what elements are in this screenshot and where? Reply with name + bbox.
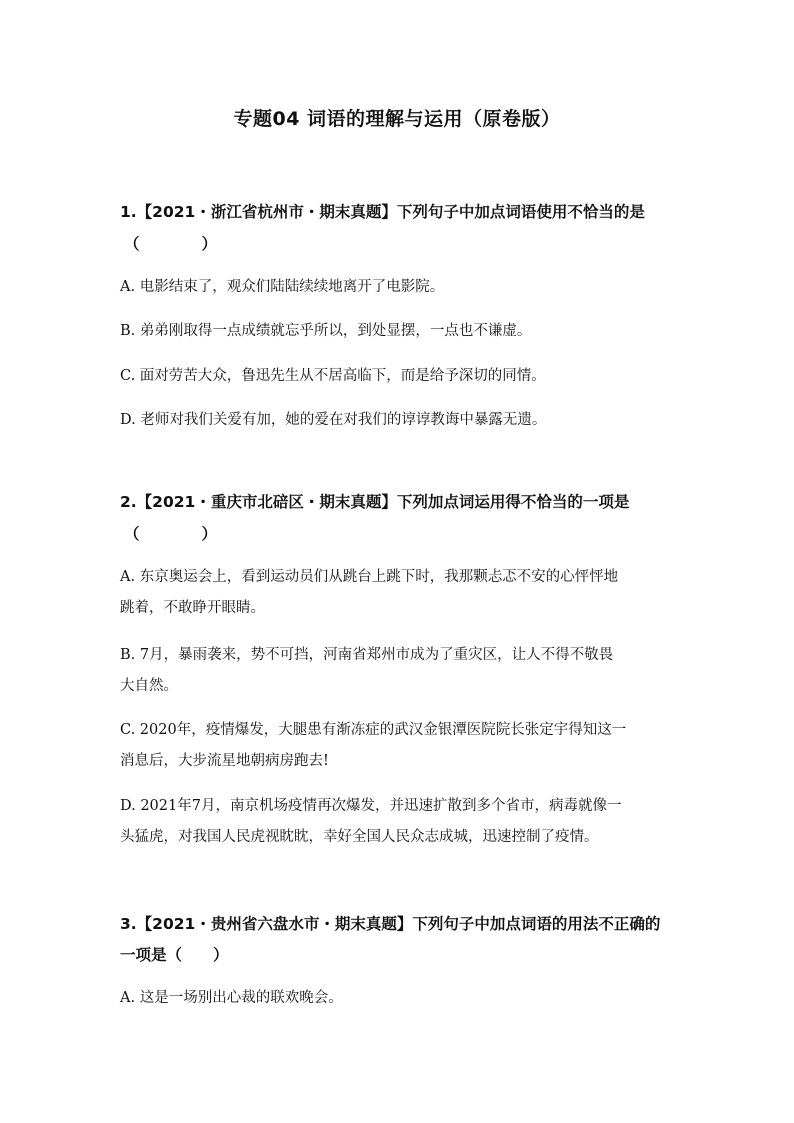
question-2-option-c-line2: 消息后，大步流星地朝病房跑去! [120,753,329,769]
question-2-option-d-line2: 头猛虎，对我国人民虎视眈眈，幸好全国人民众志成城，迅速控制了疫情。 [120,829,599,845]
question-2-option-c-line1: C. 2020年，疫情爆发，大腿患有渐冻症的武汉金银潭医院院长张定宇得知这一 [120,722,627,738]
question-3-stem: 3.【2021・贵州省六盘水市・期末真题】下列句子中加点词语的用法不正确的 [120,915,661,933]
question-3-stem-continued: 一项是（ ） [120,946,229,964]
question-2-option-d-line1: D. 2021年7月，南京机场疫情再次爆发，并迅速扩散到多个省市，病毒就像一 [120,798,622,814]
question-2-option-b-line1: B. 7月，暴雨袭来，势不可挡，河南省郑州市成为了重灾区，让人不得不敬畏 [120,647,614,663]
question-1-option-c: C. 面对劳苦大众，鲁迅先生从不居高临下，而是给予深切的同情。 [120,368,546,384]
question-2-option-b-line2: 大自然。 [120,678,178,694]
question-1-option-b: B. 弟弟刚取得一点成绩就忘乎所以，到处显摆，一点也不谦虚。 [120,323,532,339]
question-1-option-a: A. 电影结束了，观众们陆陆续续地离开了电影院。 [120,279,445,295]
question-2-stem: 2.【2021・重庆市北碚区・期末真题】下列加点词运用得不恰当的一项是 [120,493,630,511]
question-3-option-a: A. 这是一场别出心裁的联欢晚会。 [120,990,343,1006]
question-1-option-d: D. 老师对我们关爱有加，她的爱在对我们的谆谆教诲中暴露无遗。 [120,412,547,428]
question-2-option-a-line2: 跳着，不敢睁开眼睛。 [120,600,265,616]
question-2-answer-blank: （ ） [124,525,218,543]
question-1-stem: 1.【2021・浙江省杭州市・期末真题】下列句子中加点词语使用不恰当的是 [120,203,645,221]
page-title: 专题04 词语的理解与运用（原卷版） [233,108,561,130]
question-1-answer-blank: （ ） [124,235,218,253]
question-2-option-a-line1: A. 东京奥运会上，看到运动员们从跳台上跳下时，我那颗忐忑不安的心怦怦地 [120,569,619,585]
